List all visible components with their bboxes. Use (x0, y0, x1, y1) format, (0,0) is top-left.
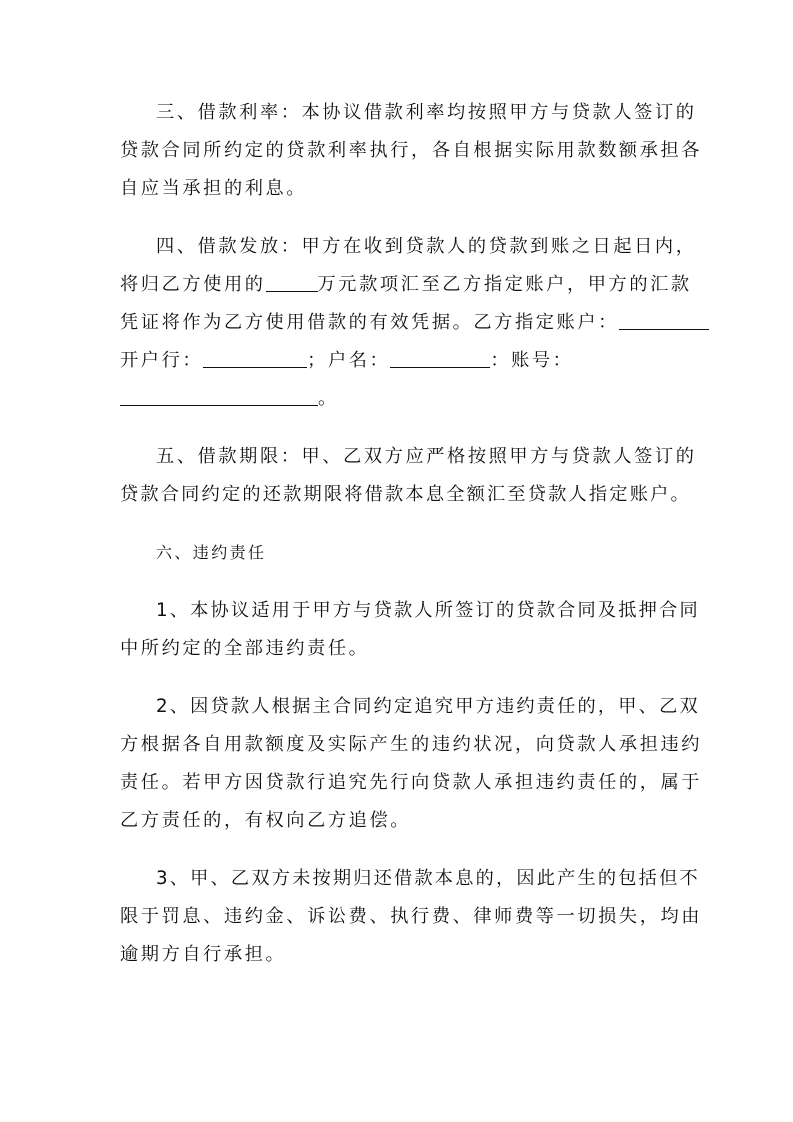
text-fragment: 万元款项汇至乙方指定账户，甲方的汇款 (317, 274, 692, 295)
account-number-blank (120, 387, 318, 406)
text-line: 方根据各自用款额度及实际产生的违约状况，向贷款人承担违约 (120, 734, 703, 755)
text-line: 三、借款利率：本协议借款利率均按照甲方与贷款人签订的 (156, 102, 697, 123)
breach-item-2 (120, 688, 703, 840)
text-line: 中所约定的全部违约责任。 (120, 638, 370, 659)
section-loan-term (120, 438, 697, 514)
bank-blank (203, 349, 307, 368)
amount-blank (266, 273, 318, 292)
text-line (120, 304, 675, 342)
text-line: 2、因贷款人根据主合同约定追究甲方违约责任的，甲、乙双 (156, 696, 700, 717)
breach-item-1 (120, 592, 700, 668)
text-line (120, 266, 692, 304)
text-fragment: 。 (318, 388, 339, 409)
text-line: 四、借款发放：甲方在收到贷款人的贷款到账之日起日内， (156, 236, 697, 257)
breach-item-3 (120, 860, 703, 974)
text-fragment: ：账号： (490, 350, 574, 371)
text-line: 贷款合同约定的还款期限将借款本息全额汇至贷款人指定账户。 (120, 484, 691, 505)
text-line: 3、甲、乙双方未按期归还借款本息的，因此产生的包括但不 (156, 868, 700, 889)
text-fragment: 开户行： (120, 350, 204, 371)
text-line: 限于罚息、违约金、诉讼费、执行费、律师费等一切损失，均由 (120, 906, 703, 927)
section-loan-disbursement (120, 228, 697, 418)
section-breach-heading: 六、违约责任 (156, 543, 267, 562)
text-line: 自应当承担的利息。 (120, 178, 308, 199)
text-line: 1、本协议适用于甲方与贷款人所签订的贷款合同及抵押合同 (156, 600, 700, 621)
text-fragment: ；户名： (307, 350, 391, 371)
text-line: 五、借款期限：甲、乙双方应严格按照甲方与贷款人签订的 (156, 446, 697, 467)
text-line: 责任。若甲方因贷款行追究先行向贷款人承担违约责任的，属于 (120, 772, 703, 793)
section-interest-rate (120, 94, 703, 208)
account-blank (619, 311, 709, 330)
text-line: 贷款合同所约定的贷款利率执行，各自根据实际用款数额承担各 (120, 140, 703, 161)
document-body (120, 94, 703, 994)
text-line (120, 380, 675, 418)
text-line: 逾期方自行承担。 (120, 944, 287, 965)
text-line: 乙方责任的，有权向乙方追偿。 (120, 810, 412, 831)
text-fragment: 将归乙方使用的 (120, 274, 266, 295)
text-line (120, 342, 675, 380)
text-fragment: 凭证将作为乙方使用借款的有效凭据。乙方指定账户： (120, 312, 619, 333)
account-name-blank (390, 349, 490, 368)
